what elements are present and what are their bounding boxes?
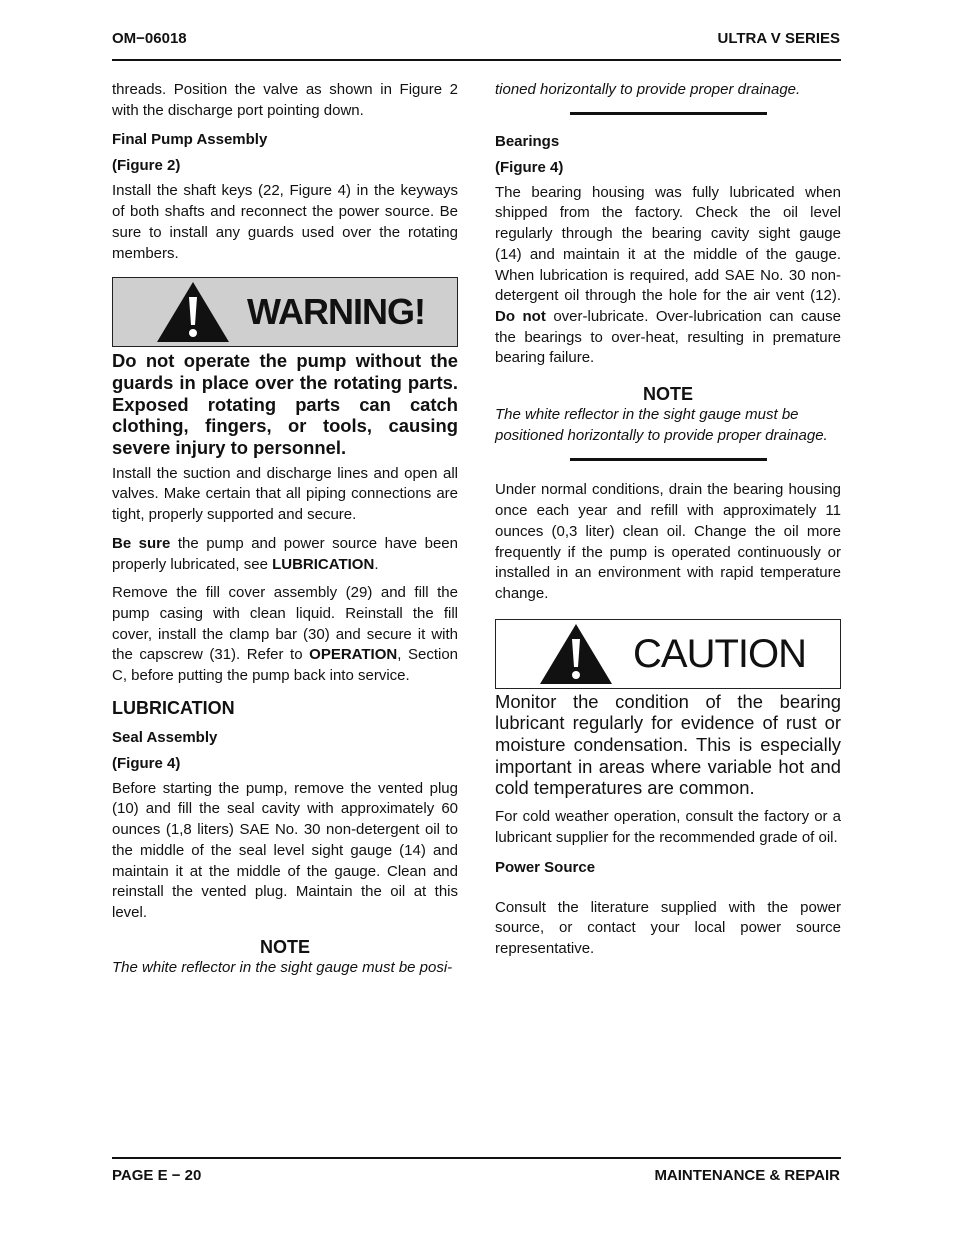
warning-label: WARNING! bbox=[247, 291, 425, 333]
bearings-figure-ref: (Figure 4) bbox=[495, 158, 564, 176]
final-assembly-heading: Final Pump Assembly bbox=[112, 131, 268, 149]
paragraph-cold-weather: For cold weather operation, consult the factory or a lubricant supplier for the recommended grade of oil. bbox=[495, 808, 841, 846]
note-separator bbox=[570, 112, 767, 115]
left-column bbox=[112, 80, 458, 978]
fill-cover-text: Remove the fill cover assembly (29) and fill the pump casing with clean liquid. Reinstall the fill cover, install the clamp bar (30) and secure it with the capscrew (31). Refer to bbox=[112, 584, 458, 664]
paragraph-bearing-housing bbox=[495, 183, 841, 369]
do-not-emphasis: Do not bbox=[495, 307, 546, 325]
fill-cover-end: , Section C, before putting the pump back into service. bbox=[112, 646, 458, 685]
power-source-heading: Power Source bbox=[495, 858, 596, 876]
paragraph-shaft-keys: Install the shaft keys (22, Figure 4) in the keyways of both shafts and reconnect the power source. Be sure to install any guards used over the rotating members. bbox=[112, 182, 458, 262]
operation-reference: OPERATION bbox=[309, 646, 398, 664]
note-heading: NOTE bbox=[642, 384, 693, 405]
be-sure-lead: Be sure bbox=[112, 534, 171, 552]
header-rule bbox=[112, 59, 841, 61]
caution-banner bbox=[495, 619, 841, 689]
note-text: The white reflector in the sight gauge must be positioned horizontally to provide proper drainage. bbox=[495, 406, 828, 444]
caution-text: Monitor the condition of the bearing lubricant regularly for evidence of rust or moisture condensation. This is especially important in areas where variable hot and cold temperatures are common. bbox=[495, 690, 841, 799]
page-number: PAGE E − 20 bbox=[112, 1167, 202, 1184]
caution-triangle-icon bbox=[538, 622, 614, 686]
seal-assembly-heading: Seal Assembly bbox=[112, 728, 218, 746]
lubrication-heading: LUBRICATION bbox=[112, 697, 235, 718]
caution-label: CAUTION bbox=[633, 631, 806, 676]
bearing-text: The bearing housing was fully lubricated when shipped from the factory. Check the oil level regularly through the bearing cavity sight gauge (14) and maintain it at the middle of the gauge. When lubrication is required, add SAE No. 30 non-detergent oil through the hole for the air vent (12). bbox=[495, 183, 841, 305]
bearings-heading: Bearings bbox=[495, 132, 560, 150]
note-separator bbox=[570, 458, 767, 461]
be-sure-text: the pump and power source have been properly lubricated, see bbox=[112, 534, 458, 573]
paragraph-install-lines: Install the suction and discharge lines and open all valves. Make certain that all piping connections are tight, properly supported and secure. bbox=[112, 464, 458, 524]
be-sure-end: . bbox=[374, 555, 379, 573]
paragraph-drain: Under normal conditions, drain the bearing housing once each year and refill with approximately 11 ounces (0,3 liter) clean oil. Change the oil more frequently if the pump is operated continuously or installed in an environment with rapid temperature change. bbox=[495, 481, 841, 602]
right-column bbox=[495, 80, 841, 960]
series-title: ULTRA V SERIES bbox=[717, 30, 840, 47]
paragraph-seal: Before starting the pump, remove the vented plug (10) and fill the seal cavity with approximately 60 ounces (1,8 liters) SAE No. 30 non-detergent oil to the middle of the seal level sight gauge (14) and maintain it at the middle of the gauge. Clean and reinstall the vented plug. Maintain the oil at this level. bbox=[112, 779, 458, 921]
doc-number: OM−06018 bbox=[112, 30, 187, 47]
warning-banner bbox=[112, 277, 458, 347]
paragraph-power-source: Consult the literature supplied with the power source, or contact your local power source representative. bbox=[495, 898, 841, 957]
note-text: The white reflector in the sight gauge must be posi- bbox=[112, 958, 453, 976]
bearing-text-end: over-lubricate. Over-lubrication can cause the bearings to over-heat, resulting in premature bearing failure. bbox=[495, 307, 841, 367]
paragraph-be-sure bbox=[112, 534, 458, 575]
seal-figure-ref: (Figure 4) bbox=[112, 754, 181, 772]
section-title: MAINTENANCE & REPAIR bbox=[654, 1167, 840, 1184]
warning-text: Do not operate the pump without the guards in place over the rotating parts. Exposed rotating parts can catch clothing, fingers, or tools, causing severe injury to personnel. bbox=[112, 350, 458, 459]
warning-triangle-icon bbox=[155, 280, 231, 344]
paragraph-threads: threads. Position the valve as shown in Figure 2 with the discharge port pointing down. bbox=[112, 81, 458, 119]
footer-rule bbox=[112, 1157, 841, 1159]
note-heading: NOTE bbox=[259, 936, 310, 957]
final-assembly-figure-ref: (Figure 2) bbox=[112, 157, 181, 175]
lubrication-reference: LUBRICATION bbox=[272, 555, 375, 573]
paragraph-fill-cover bbox=[112, 583, 458, 687]
note-text-continued: tioned horizontally to provide proper drainage. bbox=[495, 81, 801, 98]
